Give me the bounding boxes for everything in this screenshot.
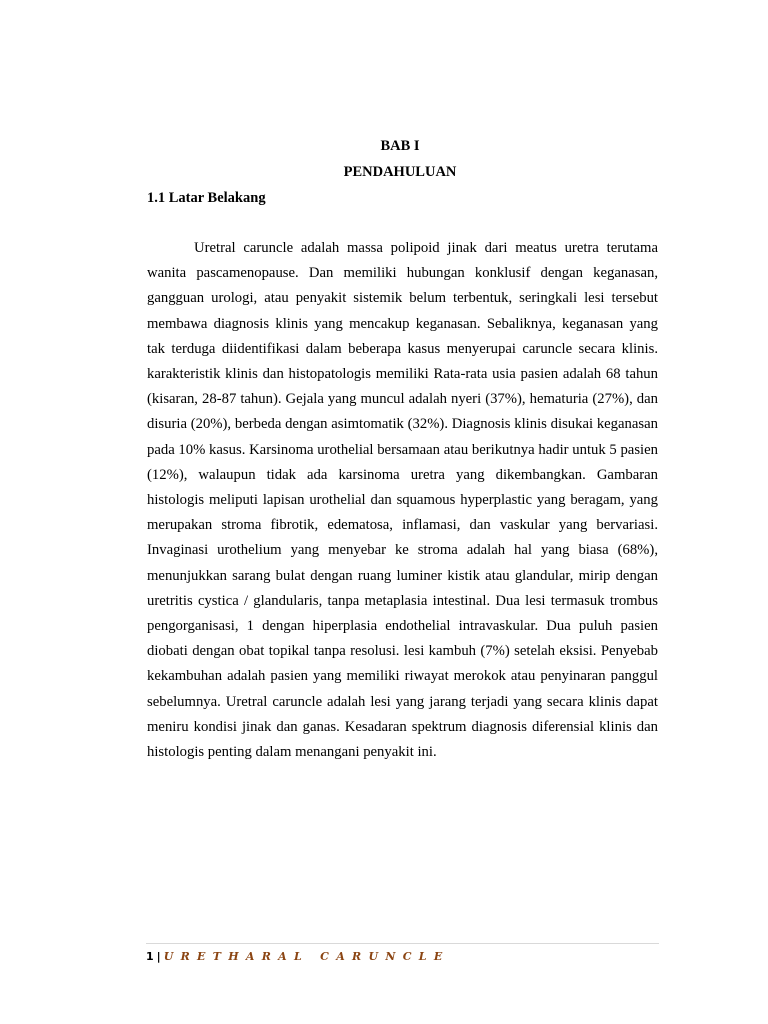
footer-running-title: URETHARAL CARUNCLE	[163, 950, 450, 963]
footer-separator: |	[156, 950, 161, 963]
section-heading: 1.1 Latar Belakang	[147, 190, 266, 206]
chapter-title: PENDAHULUAN	[343, 164, 457, 180]
chapter-number: BAB I	[380, 138, 420, 154]
footer-page-number: 1	[146, 950, 154, 963]
page-footer	[146, 947, 450, 967]
footer-divider	[146, 943, 659, 944]
body-paragraph: Uretral caruncle adalah massa polipoid jinak dari meatus uretra terutama wanita pascamenopause. Dan memiliki hubungan konklusif dengan keganasan, gangguan urologi, atau penyakit sistemik belum terbentuk, seringkali lesi tersebut membawa diagnosis klinis yang mencakup keganasan. Sebaliknya, keganasan yang tak terduga diidentifikasi dalam beberapa kasus menyerupai caruncle secara klinis. karakteristik klinis dan histopatologis memiliki Rata-rata usia pasien adalah 68 tahun (kisaran, 28-87 tahun). Gejala yang muncul adalah nyeri (37%), hematuria (27%), dan disuria (20%), berbeda dengan asimtomatik (32%). Diagnosis klinis disukai keganasan pada 10% kasus. Karsinoma urothelial bersamaan atau berikutnya hadir untuk 5 pasien (12%), walaupun tidak ada karsinoma uretra yang dikembangkan. Gambaran histologis meliputi lapisan urothelial dan squamous hyperplastic yang beragam, yang merupakan stroma fibrotik, edematosa, inflamasi, dan vaskular yang bervariasi. Invaginasi urothelium yang menyebar ke stroma adalah hal yang biasa (68%), menunjukkan sarang bulat dengan ruang luminer kistik atau glandular, mirip dengan uretritis cystica / glandularis, tanpa metaplasia intestinal. Dua lesi termasuk trombus pengorganisasi, 1 dengan hiperplasia endothelial intravaskular. Dua puluh pasien diobati dengan obat topikal tanpa resolusi. lesi kambuh (7%) setelah eksisi. Penyebab kekambuhan adalah pasien yang memiliki riwayat merokok atau penyinaran panggul sebelumnya. Uretral caruncle adalah lesi yang jarang terjadi yang secara klinis dapat meniru kondisi jinak dan ganas. Kesadaran spektrum diagnosis diferensial klinis dan histologis penting dalam menangani penyakit ini.	[147, 240, 658, 761]
